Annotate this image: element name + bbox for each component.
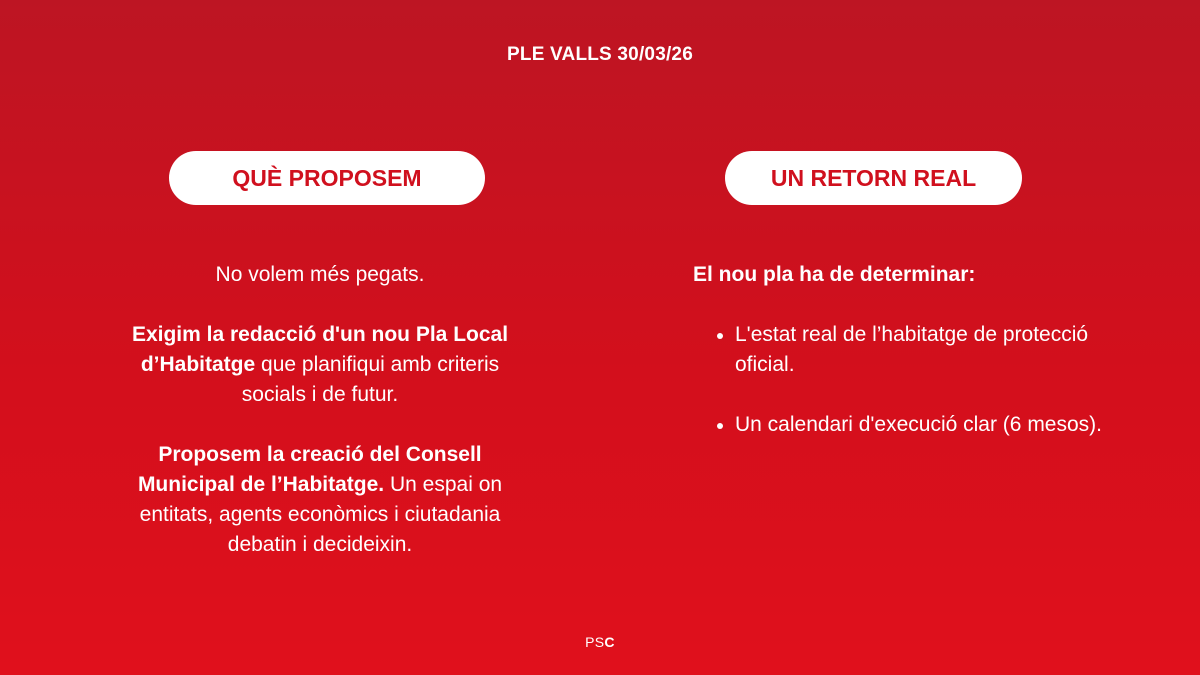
proposal-highlight: Exigim la redacció d'un nou Pla Local d’Habitatge	[131, 323, 509, 376]
list-item-text: L'estat real de l’habitatge de protecció oficial.	[735, 323, 1089, 376]
logo-suffix: C	[604, 634, 615, 650]
proposals-column	[120, 260, 520, 560]
page-title: PLE VALLS 30/03/26	[507, 44, 693, 65]
bullet-icon	[717, 423, 723, 429]
bullet-icon	[717, 333, 723, 339]
return-column	[693, 260, 1113, 470]
proposal-paragraph	[120, 320, 520, 410]
logo-prefix: PS	[585, 634, 605, 650]
section-pill-que-proposem: QUÈ PROPOSEM	[169, 151, 485, 205]
list-item	[713, 320, 1113, 380]
proposal-highlight: Proposem la creació del Consell Municipal de l’Habitatge.	[137, 443, 482, 496]
section-pill-un-retorn-real: UN RETORN REAL	[725, 151, 1022, 205]
list-item	[713, 410, 1113, 440]
return-heading: El nou pla ha de determinar:	[693, 263, 976, 286]
proposal-paragraph	[120, 260, 520, 290]
return-bullet-list	[693, 320, 1113, 440]
proposal-text: No volem més pegats.	[215, 263, 425, 286]
proposal-text: Un espai on entitats, agents econòmics i ciutadania debatin i decideixin.	[139, 473, 503, 556]
proposal-text: que planifiqui amb criteris socials i de futur.	[241, 353, 500, 406]
proposal-paragraph	[120, 440, 520, 560]
list-item-text: Un calendari d'execució clar (6 mesos).	[735, 413, 1102, 436]
psc-logo	[0, 634, 1200, 650]
